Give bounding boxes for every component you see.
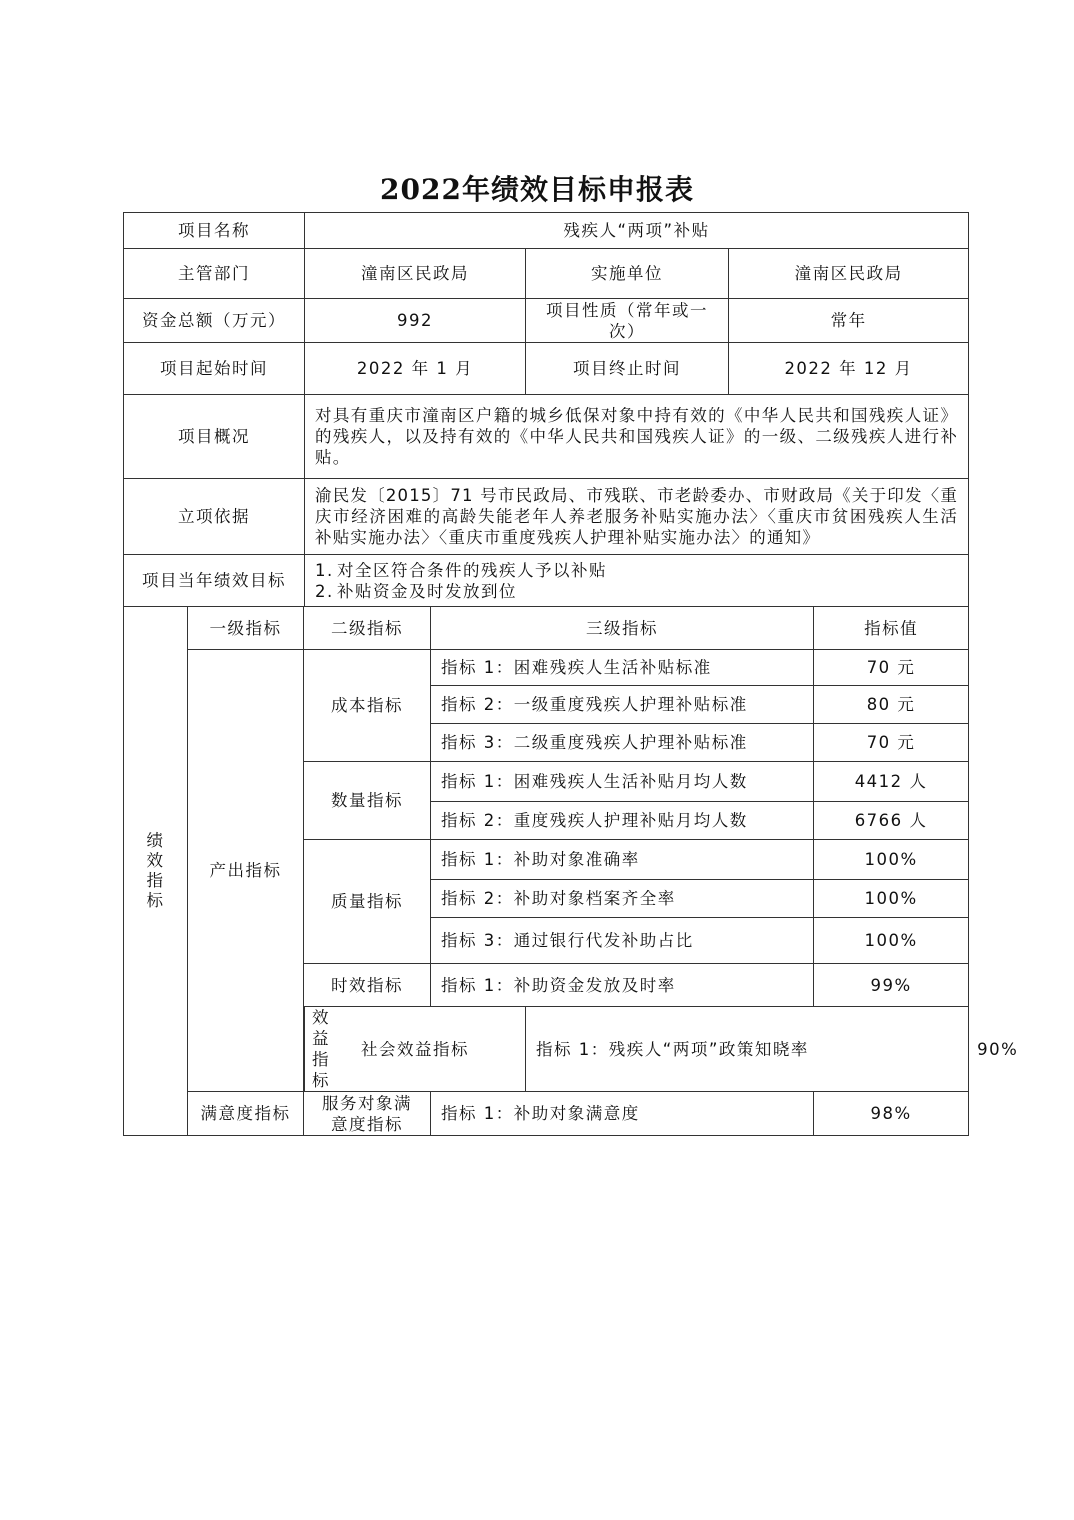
level2-cost: 成本指标	[304, 650, 431, 762]
header-level2: 二级指标	[304, 607, 431, 650]
level3-indicator: 指标 3：通过银行代发补助占比	[431, 918, 814, 964]
value-end-time: 2022 年 12 月	[729, 343, 969, 395]
level3-indicator: 指标 1：补助资金发放及时率	[431, 964, 814, 1007]
value-project-name: 残疾人“两项”补贴	[305, 213, 969, 249]
label-start-time: 项目起始时间	[124, 343, 305, 395]
level2-social: 社会效益指标	[305, 1007, 526, 1092]
header-level1: 一级指标	[188, 607, 304, 650]
level1-benefit: 效益指标	[304, 1007, 305, 1092]
level3-indicator: 指标 1：困难残疾人生活补贴月均人数	[431, 762, 814, 802]
goal-item: 2. 补贴资金及时发放到位	[315, 581, 518, 601]
value-project-nature: 常年	[729, 299, 969, 343]
indicator-value: 80 元	[814, 686, 969, 724]
value-annual-goals	[305, 555, 969, 607]
level3-indicator: 指标 1：补助对象满意度	[431, 1092, 814, 1136]
value-overview: 对具有重庆市潼南区户籍的城乡低保对象中持有效的《中华人民共和国残疾人证》的残疾人，以及持有效的《中华人民共和国残疾人证》的一级、二级残疾人进行补贴。	[305, 395, 969, 479]
goal-item: 1. 对全区符合条件的残疾人予以补贴	[315, 560, 608, 580]
label-project-name: 项目名称	[124, 213, 305, 249]
page-title: 2022年绩效目标申报表	[380, 173, 694, 206]
header-level3: 三级指标	[431, 607, 814, 650]
level2-service: 服务对象满意度指标	[304, 1092, 431, 1136]
indicator-value: 6766 人	[814, 802, 969, 840]
level3-indicator: 指标 1：补助对象准确率	[431, 840, 814, 880]
value-total-funds: 992	[305, 299, 526, 343]
header-indicator-value: 指标值	[814, 607, 969, 650]
indicator-value: 99%	[814, 964, 969, 1007]
performance-target-table: 项目名称 残疾人“两项”补贴 主管部门 潼南区民政局 实施单位 潼南区民政局 资金总额（万元） 992 项目性质（常年或一次） 常年 项目起始时间 2022 年 1 月 项目终止时间 2022 年 12 月 项目概况 对具有重庆市潼南区户籍的城乡低保对象中持有效的《中华人民共和国残疾人证》的残疾人，以及持有效的《中华人民共和国残疾人证》的一级、二级残疾人进行补贴。 立项依据 渝民发〔2015〕71 号市民政局、市残联、市老龄委办、市财政局《关于印发〈重庆市经济困难的高龄失能老年人养老服务补贴实施办法〉〈重庆市贫困残疾人生活补贴实施办法〉〈重庆市重度残疾人护理补贴实施办法〉的通知》 项目当年绩效目标 1. 对全区符合条件的残疾人予以补贴 2. 补贴资金及时发放到位 绩效指标 一级指标 二级指标 三级指标 指标值 产出指标 成本指标 指标 1：困难残疾人生活补贴标准 70 元 指标 2：一级重度残疾人护理补贴标准 80 元 指标 3：二级重度残疾人护理补贴标准 70 元 数量指标 指标 1：困难残疾人生活补贴月均人数 4412 人 指标 2：重度残疾人护理补贴月均人数 6766 人 质量指标 指标 1：补助对象准确率 100% 指标 2：补助对象档案齐全率 100% 指标 3：通过银行代发补助占比 100% 时效指标 指标 1：补助资金发放及时率 99% 效益指标 社会效益指标 指标 1：残疾人“两项”政策知晓率 90% 满意度指标 服务对象满意度指标 指标 1：补助对象满意度 98%	[123, 212, 969, 1136]
indicator-value: 98%	[814, 1092, 969, 1136]
indicator-value: 100%	[814, 918, 969, 964]
level3-indicator: 指标 2：重度残疾人护理补贴月均人数	[431, 802, 814, 840]
indicator-value: 4412 人	[814, 762, 969, 802]
indicator-value: 100%	[814, 840, 969, 880]
label-overview: 项目概况	[124, 395, 305, 479]
indicator-value: 100%	[814, 880, 969, 918]
level3-indicator: 指标 1：残疾人“两项”政策知晓率	[526, 1007, 969, 1092]
level3-indicator: 指标 2：补助对象档案齐全率	[431, 880, 814, 918]
label-basis: 立项依据	[124, 479, 305, 555]
label-perf-indicator: 绩效指标	[124, 607, 188, 1136]
level2-quantity: 数量指标	[304, 762, 431, 840]
label-total-funds: 资金总额（万元）	[124, 299, 305, 343]
level1-output: 产出指标	[188, 650, 304, 1092]
indicator-value: 70 元	[814, 650, 969, 686]
level3-indicator: 指标 3：二级重度残疾人护理补贴标准	[431, 724, 814, 762]
value-dept: 潼南区民政局	[305, 249, 526, 299]
level3-indicator: 指标 1：困难残疾人生活补贴标准	[431, 650, 814, 686]
level3-indicator: 指标 2：一级重度残疾人护理补贴标准	[431, 686, 814, 724]
value-impl-unit: 潼南区民政局	[729, 249, 969, 299]
label-end-time: 项目终止时间	[526, 343, 729, 395]
indicator-value: 70 元	[814, 724, 969, 762]
level1-satisfaction: 满意度指标	[188, 1092, 304, 1136]
label-annual-goal: 项目当年绩效目标	[124, 555, 305, 607]
level2-quality: 质量指标	[304, 840, 431, 964]
value-basis: 渝民发〔2015〕71 号市民政局、市残联、市老龄委办、市财政局《关于印发〈重庆市经济困难的高龄失能老年人养老服务补贴实施办法〉〈重庆市贫困残疾人生活补贴实施办法〉〈重庆市重度残疾人护理补贴实施办法〉的通知》	[305, 479, 969, 555]
value-start-time: 2022 年 1 月	[305, 343, 526, 395]
label-impl-unit: 实施单位	[526, 249, 729, 299]
label-project-nature: 项目性质（常年或一次）	[526, 299, 729, 343]
level2-timeliness: 时效指标	[304, 964, 431, 1007]
label-dept: 主管部门	[124, 249, 305, 299]
